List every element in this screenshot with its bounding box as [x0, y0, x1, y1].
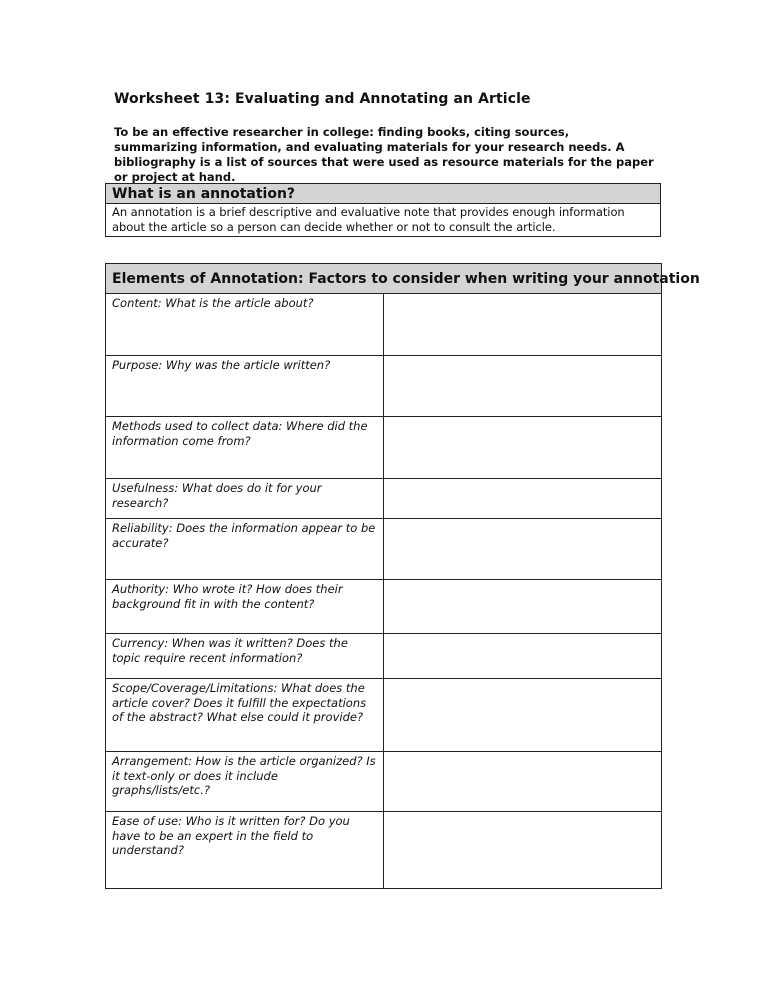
- answer-cell-authority[interactable]: [384, 580, 662, 634]
- annotation-definition-box: [105, 183, 661, 237]
- answer-cell-content[interactable]: [384, 294, 662, 356]
- answer-cell-purpose[interactable]: [384, 356, 662, 417]
- table-row: [106, 294, 662, 356]
- table-row: [106, 580, 662, 634]
- worksheet-title: Worksheet 13: Evaluating and Annotating an Article: [114, 91, 531, 107]
- answer-cell-usefulness[interactable]: [384, 479, 662, 519]
- table-row: [106, 479, 662, 519]
- answer-cell-reliability[interactable]: [384, 519, 662, 580]
- elements-table: [105, 263, 700, 889]
- row-prompt-authority: Authority: Who wrote it? How does their background fit in with the content?: [106, 580, 384, 634]
- elements-table-heading: Elements of Annotation: Factors to consider when writing your annotation: [106, 264, 662, 294]
- table-row: [106, 356, 662, 417]
- table-row: [106, 812, 662, 889]
- row-prompt-methods: Methods used to collect data: Where did the information come from?: [106, 417, 384, 479]
- answer-cell-ease-of-use[interactable]: [384, 812, 662, 889]
- intro-paragraph: To be an effective researcher in college: finding books, citing sources, summarizing information, and evaluating materials for your research needs. A bibliography is a list of sources that were used as resource materials for the paper or project at hand.: [114, 125, 654, 184]
- row-prompt-content: Content: What is the article about?: [106, 294, 384, 356]
- table-row: [106, 634, 662, 679]
- table-row: [106, 519, 662, 580]
- row-prompt-scope: Scope/Coverage/Limitations: What does the article cover? Does it fulfill the expectations of the abstract? What else could it provide?: [106, 679, 384, 752]
- row-prompt-ease-of-use: Ease of use: Who is it written for? Do you have to be an expert in the field to understand?: [106, 812, 384, 889]
- annotation-definition: An annotation is a brief descriptive and evaluative note that provides enough information about the article so a person can decide whether or not to consult the article.: [112, 205, 625, 234]
- answer-cell-scope[interactable]: [384, 679, 662, 752]
- answer-cell-currency[interactable]: [384, 634, 662, 679]
- row-prompt-arrangement: Arrangement: How is the article organized? Is it text-only or does it include graphs/lists/etc.?: [106, 752, 384, 812]
- row-prompt-currency: Currency: When was it written? Does the topic require recent information?: [106, 634, 384, 679]
- row-prompt-usefulness: Usefulness: What does do it for your research?: [106, 479, 384, 519]
- table-row: [106, 417, 662, 479]
- table-row: [106, 679, 662, 752]
- row-prompt-purpose: Purpose: Why was the article written?: [106, 356, 384, 417]
- annotation-box-heading: What is an annotation?: [106, 184, 660, 204]
- answer-cell-arrangement[interactable]: [384, 752, 662, 812]
- answer-cell-methods[interactable]: [384, 417, 662, 479]
- table-row: [106, 752, 662, 812]
- row-prompt-reliability: Reliability: Does the information appear to be accurate?: [106, 519, 384, 580]
